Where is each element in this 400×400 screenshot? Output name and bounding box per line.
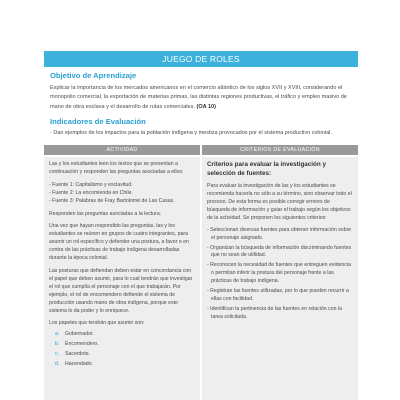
criteria-intro: Para evaluar la investigación de las y los estudiantes se recomienda hacerla no sólo a su término, sino observar todo el proceso. De esta forma es posible corregir errores de búsqueda de información y guiar el trabajo según los objetivos de la actividad. Se proponen los siguientes criterios: (207, 183, 352, 221)
criteria-title: Criterios para evaluar la investigación y selección de fuentes: (207, 161, 326, 177)
criteria-item: - Seleccionan diversas fuentes para obtener información sobre el personaje asignado. (207, 226, 352, 241)
activity-positions: Las posturas que defiendan deben estar en concordancia con el papel que deben asumir, para lo cual tendrán que investigar el rol que cumplía el personaje con el que trabajarán. Por ejemplo, el rol de encomendero defiende el sistema de producción usando mano de obra indígena, porque este sistema lo da poder y lo enriquece. (49, 267, 193, 314)
criteria-item: - Organizan la búsqueda de información discriminando fuentes que no sean de utilidad. (207, 244, 352, 259)
role-letter: b. (55, 341, 60, 348)
source-item: - Fuente 2: La encomienda en Chile. (49, 189, 133, 196)
criteria-item: - Reconocen la necesidad de fuentes que entreguen evidencia o permitan inferir la postura del personaje frente a las prácticas de trabajo indígena. (207, 262, 351, 285)
role-item (55, 341, 196, 349)
page-banner: JUEGO DE ROLES (44, 51, 358, 67)
role-item (55, 361, 196, 369)
header-activity: ACTIVIDAD (44, 145, 200, 155)
activity-step: Responden las preguntas asociadas a la lectura. (49, 210, 162, 217)
header-criteria: CRITERIOS DE EVALUACIÓN (202, 145, 358, 155)
role-letter: d. (55, 361, 60, 368)
source-item: - Fuente 1: Capitalismo y esclavitud. (49, 181, 133, 188)
role-item (55, 331, 196, 339)
role-letter: c. (55, 351, 60, 358)
criteria-item: - Identifican la pertinencia de las fuentes en relación con la tarea solicitada. (207, 305, 342, 320)
role-letter: a. (55, 331, 60, 338)
roles-list (55, 331, 196, 369)
roles-intro: Los papeles que tendrán que asumir son: (49, 320, 145, 327)
activity-groups: Una vez que hayan respondido las preguntas, las y los estudiantes se reúnen en grupos de cuatro integrantes, para asumir un rol específico y defender una postura, a favor o en contra de las prácticas de trabajo indígena desarrolladas durante la época colonial. (49, 223, 189, 262)
objective-text (50, 84, 354, 112)
role-label: Sacerdote. (65, 351, 91, 358)
role-label: Hacendado. (65, 361, 93, 368)
indicators-heading: Indicadores de Evaluación (50, 117, 146, 126)
role-item (55, 351, 196, 359)
source-list (49, 182, 196, 206)
criteria-item: - Registran las fuentes utilizadas, por lo que pueden recurrir a ellas con facilidad. (207, 288, 349, 302)
activity-intro: Las y los estudiantes leen los textos que se presentan a continuación y responden las preguntas asociadas a ellos: (49, 161, 184, 175)
activity-table (44, 145, 358, 400)
criteria-column (202, 157, 358, 400)
objective-code: (OA 10) (196, 103, 216, 110)
source-item: - Fuente 3: Palabras de Fray Bartolomé de Las Casas. (49, 197, 175, 204)
objective-body: Explicar la importancia de los mercados americanos en el comercio atlántico de los siglos XVII y XVIII, considerando el monopolio comercial, la exportación de materias primas, las distintas regiones productivas, el tráfico y empleo masivo de mano de obra esclava y el desarrollo de rutas comerciales. (50, 85, 347, 110)
role-label: Encomendero. (65, 341, 99, 348)
objective-heading: Objetivo de Aprendizaje (50, 71, 137, 80)
indicator-bullet: - Dan ejemplos de los impactos para la población indígena y mestiza provocados por el sistema productivo colonial. (50, 130, 332, 136)
activity-column (44, 157, 200, 400)
role-label: Gobernador. (65, 331, 94, 338)
